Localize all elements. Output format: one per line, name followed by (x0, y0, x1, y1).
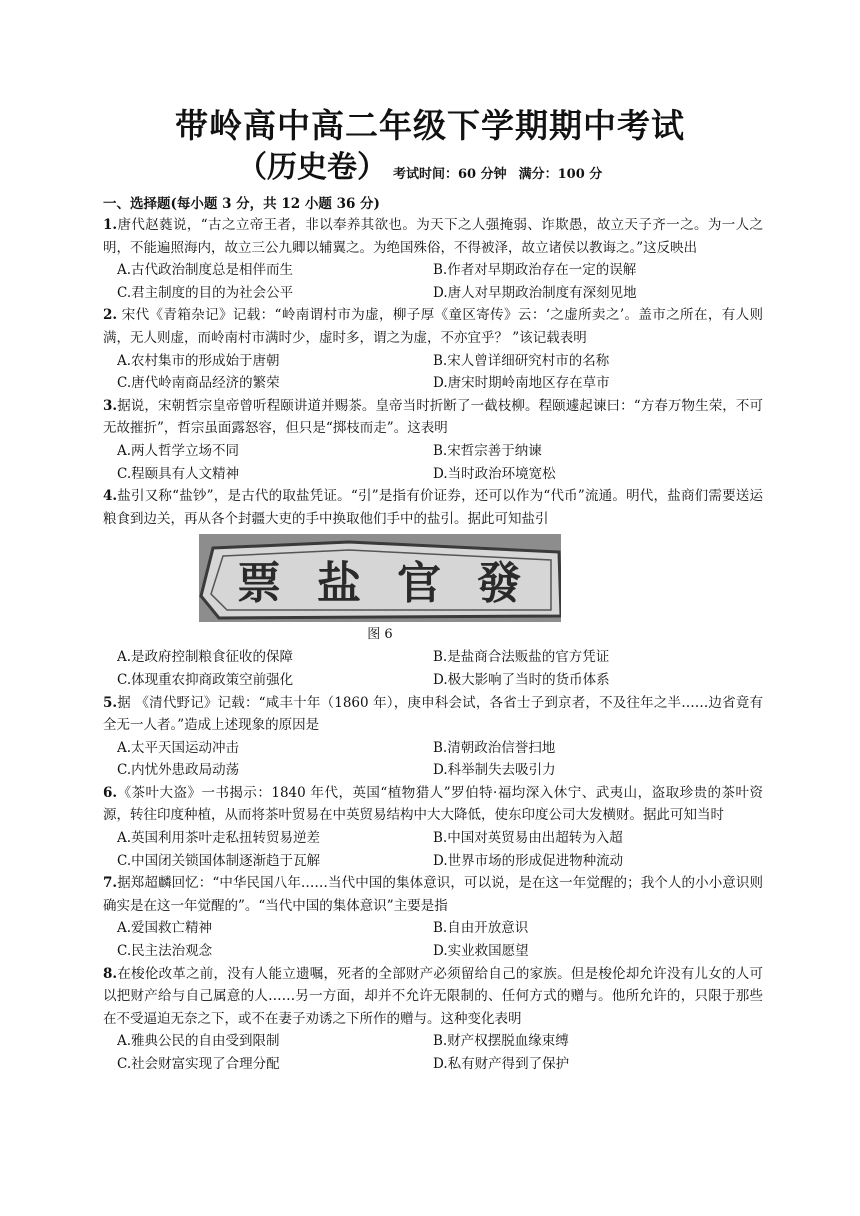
answer-option-d: D.当时政治环境宽松 (433, 465, 556, 482)
answer-options (103, 827, 763, 872)
answer-option-c: C.中国闭关锁国体制逐渐趋于瓦解 (117, 852, 321, 869)
question-number: 7. (103, 875, 118, 892)
question-number: 6. (103, 784, 118, 801)
answer-options (103, 737, 763, 782)
answer-option-d: D.极大影响了当时的货币体系 (433, 671, 610, 688)
answer-option-c: C.唐代岭南商品经济的繁荣 (117, 375, 280, 392)
answer-option-d: D.世界市场的形成促进物种流动 (433, 852, 624, 869)
answer-option-c: C.内忧外患政局动荡 (117, 762, 240, 779)
question-text: 据说，宋朝哲宗皇帝曾听程颐讲道并赐茶。皇帝当时折断了一截枝柳。程颐遽起谏曰：“方春万物生荣，不可无故摧折”，哲宗虽面露怒容，但只是“掷枝而走”。这表明 (103, 397, 763, 437)
answer-option-a: A.爱国救亡精神 (117, 920, 213, 937)
question-stem (103, 872, 763, 917)
answer-options (103, 1030, 763, 1075)
answer-options (103, 646, 763, 691)
answer-option-b: B.是盐商合法贩盐的官方凭证 (433, 649, 610, 666)
answer-option-a: A.雅典公民的自由受到限制 (117, 1033, 280, 1050)
question-text: 据郑超麟回忆：“中华民国八年……当代中国的集体意识，可以说，是在这一年觉醒的；我个人的小小意识则确实是在这一年觉醒的”。“当代中国的集体意识”主要是指 (103, 875, 763, 914)
question-stem (103, 485, 763, 530)
question-text: 盐引又称“盐钞”，是古代的取盐凭证。“引”是指有价证券，还可以作为“代币”流通。明代，盐商们需要送运粮食到边关，再从各个封疆大吏的手中换取他们手中的盐引。据此可知盐引 (103, 488, 763, 527)
question-8 (103, 963, 763, 1076)
answer-option-d: D.实业救国愿望 (433, 943, 529, 960)
answer-option-a: A.两人哲学立场不同 (117, 442, 240, 459)
exam-subtitle: （历史卷） (237, 150, 387, 185)
answer-option-b: B.清朝政治信誉扫地 (433, 739, 556, 756)
question-number: 4. (103, 488, 118, 505)
question-3 (103, 395, 763, 485)
answer-option-d: D.私有财产得到了保护 (433, 1056, 570, 1072)
exam-time: 考试时间：60 分钟 (393, 167, 507, 182)
question-6 (103, 782, 763, 872)
question-number: 3. (103, 397, 118, 414)
answer-option-b: B.宋人曾详细研究村市的名称 (433, 352, 610, 369)
plaque-character: 票 (237, 558, 281, 610)
question-5 (103, 692, 763, 782)
subtitle-row (237, 148, 614, 188)
answer-option-b: B.作者对早期政治存在一定的误解 (433, 262, 637, 279)
question-stem (103, 692, 763, 737)
question-2 (103, 304, 763, 394)
answer-option-d: D.唐人对早期政治制度有深刻见地 (433, 284, 637, 301)
question-stem (103, 304, 763, 349)
question-stem (103, 395, 763, 440)
question-stem (103, 214, 763, 259)
section-heading: 一、选择题(每小题 3 分，共 12 小题 36 分) (103, 196, 380, 212)
answer-option-a: A.农村集市的形成始于唐朝 (117, 352, 280, 369)
answer-option-a: A.英国利用茶叶走私扭转贸易逆差 (117, 830, 321, 847)
answer-options (103, 440, 763, 485)
answer-option-c: C.体现重农抑商政策空前强化 (117, 671, 294, 688)
salt-ticket-figure (199, 534, 561, 646)
answer-option-c: C.社会财富实现了合理分配 (117, 1056, 280, 1072)
plaque-character: 官 (397, 558, 441, 610)
question-7 (103, 872, 763, 962)
answer-option-d: D.科举制失去吸引力 (433, 762, 556, 779)
question-text: 唐代赵蕤说，“古之立帝王者，非以奉养其欲也。为天下之人强掩弱、诈欺愚，故立天子齐一之。为一人之明，不能遍照海内，故立三公九卿以辅翼之。为绝国殊俗，不得被泽，故立诸侯以教诲之。”这反映出 (103, 217, 763, 256)
question-text: 《茶叶大盗》一书揭示：1840 年代，英国“植物猎人”罗伯特·福均深入休宁、武夷山，盗取珍贵的茶叶资源，转往印度种植，从而将茶叶贸易在中英贸易结构中大大降低，使东印度公司大发横财。据此可知当时 (103, 784, 763, 824)
question-list (103, 214, 763, 1076)
answer-option-c: C.程颐具有人文精神 (117, 465, 240, 482)
answer-options (103, 917, 763, 962)
answer-option-a: A.古代政治制度总是相伴而生 (117, 262, 294, 279)
answer-options (103, 259, 763, 304)
answer-option-b: B.财产权摆脱血缘束缚 (433, 1033, 569, 1050)
answer-option-a: A.是政府控制粮食征收的保障 (117, 649, 294, 666)
answer-option-b: B.宋哲宗善于纳谏 (433, 442, 542, 459)
answer-option-b: B.中国对英贸易由出超转为入超 (433, 830, 623, 847)
answer-option-c: C.君主制度的目的为社会公平 (117, 284, 294, 301)
answer-options (103, 350, 763, 395)
exam-meta (393, 167, 614, 182)
figure-caption: 图 6 (367, 627, 393, 643)
question-text: 在梭伦改革之前，没有人能立遗嘱，死者的全部财产必须留给自己的家族。但是梭伦却允许没有儿女的人可以把财产给与自己属意的人……另一方面，却并不允许无限制的、任何方式的赠与。他所允许的，只限于那些在不受逼迫无奈之下，或不在妻子劝诱之下所作的赠与。这种变化表明 (103, 965, 763, 1027)
question-1 (103, 214, 763, 304)
question-number: 1. (103, 217, 118, 233)
question-stem (103, 963, 763, 1031)
answer-option-a: A.太平天国运动冲击 (117, 739, 240, 756)
answer-option-b: B.自由开放意识 (433, 920, 529, 937)
question-number: 5. (103, 694, 118, 711)
question-text: 据 《清代野记》记载：“咸丰十年（1860 年），庚申科会试，各省士子到京者，不及往年之半……边省竟有全无一人者。”造成上述现象的原因是 (103, 694, 763, 734)
exam-title: 带岭高中高二年级下学期期中考试 (175, 106, 685, 145)
question-number: 2. (103, 307, 118, 324)
answer-option-d: D.唐宋时期岭南地区存在草市 (433, 375, 610, 392)
question-4 (103, 485, 763, 691)
plaque-character: 發 (477, 558, 521, 610)
question-number: 8. (103, 965, 118, 982)
plaque-character: 盐 (317, 558, 361, 610)
salt-ticket-image (199, 534, 561, 622)
question-stem (103, 782, 763, 827)
answer-option-c: C.民主法治观念 (117, 943, 213, 960)
question-text: 宋代《青箱杂记》记载：“岭南谓村市为虚，柳子厚《童区寄传》云：‘之虚所卖之’。盖市之所在，有人则满，无人则虚，而岭南村市满时少，虚时多，谓之为虚，不亦宜乎？ ”该记载表明 (103, 307, 763, 346)
exam-score: 满分：100 分 (518, 167, 603, 182)
